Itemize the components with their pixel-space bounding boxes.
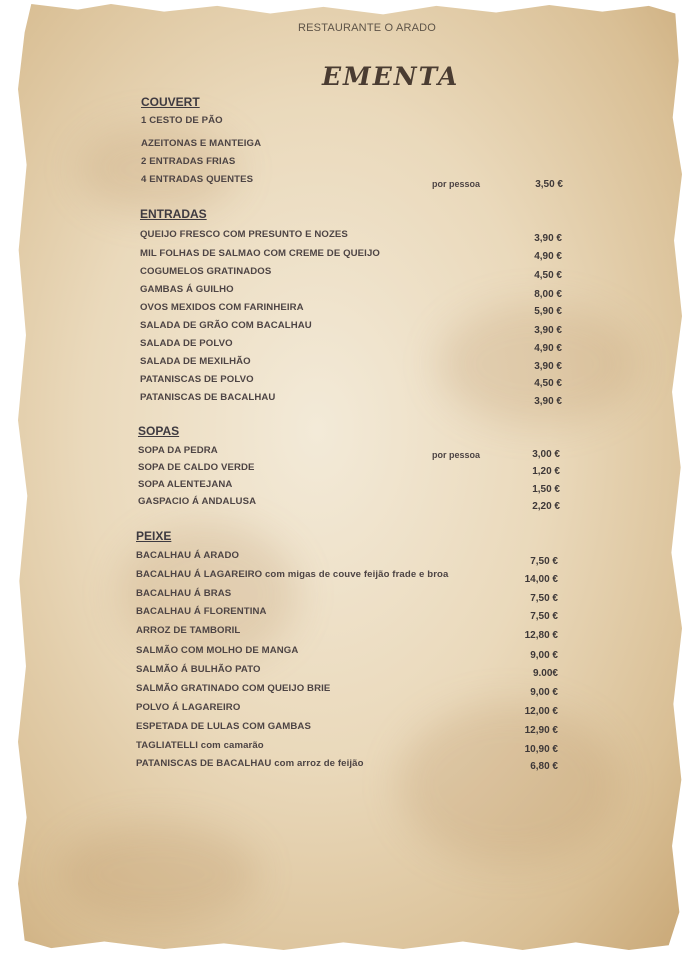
item-price: 3,90 € xyxy=(534,361,562,372)
menu-item-name: ESPETADA DE LULAS COM GAMBAS xyxy=(136,721,311,732)
menu-item-name: PATANISCAS DE BACALHAU com arroz de feijão xyxy=(136,758,364,769)
item-price: 1,50 € xyxy=(532,484,560,495)
item-price: 7,50 € xyxy=(530,611,558,622)
list-item: 1 CESTO DE PÃO xyxy=(141,115,223,126)
item-price: 4,50 € xyxy=(534,270,562,281)
item-price: 14,00 € xyxy=(524,574,558,585)
menu-item-name: QUEIJO FRESCO COM PRESUNTO E NOZES xyxy=(140,229,348,240)
menu-item-name: SOPA ALENTEJANA xyxy=(138,479,233,490)
menu-item-name: OVOS MEXIDOS COM FARINHEIRA xyxy=(140,302,304,313)
item-price: 8,00 € xyxy=(534,289,562,300)
item-price: 10,90 € xyxy=(524,744,558,755)
menu-item-name: TAGLIATELLI com camarão xyxy=(136,740,264,751)
item-price: 5,90 € xyxy=(534,306,562,317)
menu-item-name: SALADA DE POLVO xyxy=(140,338,233,349)
menu-item-name: COGUMELOS GRATINADOS xyxy=(140,266,272,277)
menu-title: EMENTA xyxy=(322,62,460,91)
menu-item-name: SALMÃO COM MOLHO DE MANGA xyxy=(136,645,299,656)
menu-item-name: SOPA DE CALDO VERDE xyxy=(138,462,255,473)
menu-item-name: SOPA DA PEDRA xyxy=(138,445,218,456)
item-price: 3,50 € xyxy=(535,179,563,190)
menu-item-name: POLVO Á LAGAREIRO xyxy=(136,702,241,713)
section-heading-entradas: ENTRADAS xyxy=(140,207,207,221)
item-price: 1,20 € xyxy=(532,466,560,477)
menu-item-name: SALMÃO GRATINADO COM QUEIJO BRIE xyxy=(136,683,331,694)
per-person-note: por pessoa xyxy=(432,179,481,189)
menu-item-name: BACALHAU Á ARADO xyxy=(136,550,240,561)
restaurant-name: RESTAURANTE O ARADO xyxy=(298,22,437,34)
item-price: 3,90 € xyxy=(534,325,562,336)
item-price: 4,90 € xyxy=(534,343,562,354)
item-price: 9,00 € xyxy=(530,650,558,661)
menu-item-name: MIL FOLHAS DE SALMAO COM CREME DE QUEIJO xyxy=(140,248,380,259)
section-heading-sopas: SOPAS xyxy=(138,424,180,438)
menu-item-name: BACALHAU Á BRAS xyxy=(136,588,232,599)
menu-item-name: GAMBAS Á GUILHO xyxy=(140,284,234,295)
menu-item-name: PATANISCAS DE BACALHAU xyxy=(140,392,276,403)
item-price: 12,80 € xyxy=(524,630,558,641)
parchment-background xyxy=(18,4,682,950)
item-price: 7,50 € xyxy=(530,593,558,604)
menu-item-name: PATANISCAS DE POLVO xyxy=(140,374,254,385)
list-item: AZEITONAS E MANTEIGA xyxy=(141,138,262,149)
menu-item-name: SALADA DE GRÃO COM BACALHAU xyxy=(140,320,312,331)
item-price: 3,90 € xyxy=(534,396,562,407)
menu-item-name: ARROZ DE TAMBORIL xyxy=(136,625,241,636)
item-price: 4,90 € xyxy=(534,251,562,262)
menu-item-name: SALADA DE MEXILHÃO xyxy=(140,356,251,367)
item-price: 9,00 € xyxy=(530,687,558,698)
item-price: 3,00 € xyxy=(532,449,560,460)
section-heading-peixe: PEIXE xyxy=(136,529,172,543)
list-item: 2 ENTRADAS FRIAS xyxy=(141,156,236,167)
item-price: 12,90 € xyxy=(524,725,558,736)
item-price: 12,00 € xyxy=(524,706,558,717)
item-price: 4,50 € xyxy=(534,378,562,389)
section-heading-couvert: COUVERT xyxy=(141,95,200,109)
item-price: 6,80 € xyxy=(530,761,558,772)
item-price: 3,90 € xyxy=(534,233,562,244)
item-price: 2,20 € xyxy=(532,501,560,512)
per-person-note: por pessoa xyxy=(432,450,481,460)
menu-item-name: BACALHAU Á FLORENTINA xyxy=(136,606,267,617)
menu-item-name: SALMÃO Á BULHÃO PATO xyxy=(136,664,261,675)
list-item: 4 ENTRADAS QUENTES xyxy=(141,174,254,185)
item-price: 7,50 € xyxy=(530,556,558,567)
item-price: 9.00€ xyxy=(532,668,558,679)
menu-item-name: BACALHAU Á LAGAREIRO com migas de couve feijão frade e broa xyxy=(136,569,449,580)
menu-item-name: GASPACIO Á ANDALUSA xyxy=(138,496,257,507)
